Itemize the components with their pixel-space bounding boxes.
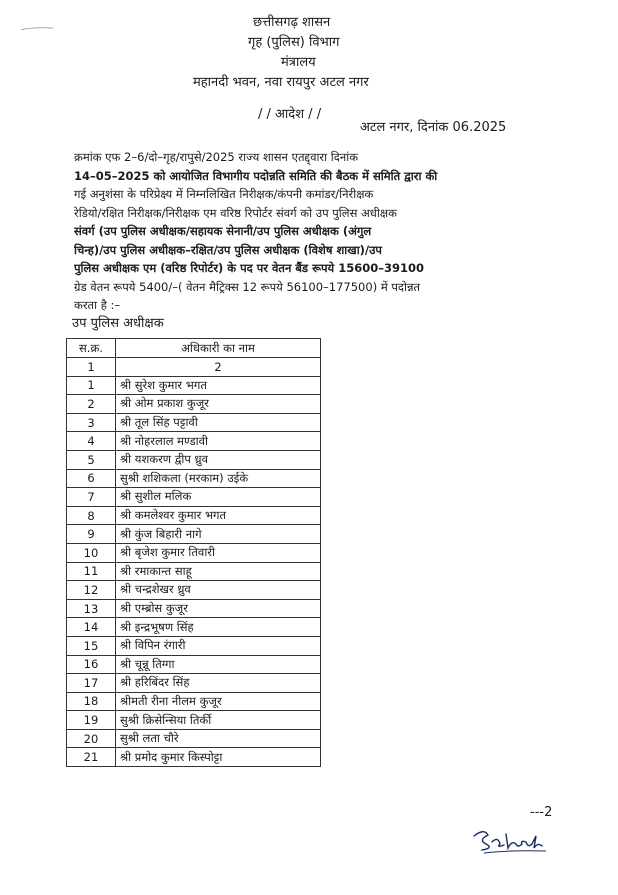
table-row bbox=[67, 581, 321, 600]
officer-name-cell: सुश्री क्रिसेन्सिया तिर्की bbox=[116, 711, 321, 730]
order-date: अटल नगर, दिनांक 06.2025 bbox=[360, 120, 507, 135]
officer-name-cell: श्री हरिबिंदर सिंह bbox=[116, 674, 321, 693]
officer-name-cell: श्री चून्नू तिग्गा bbox=[116, 655, 321, 674]
serial-number-cell: 19 bbox=[67, 711, 116, 730]
signature bbox=[470, 826, 550, 856]
table-index-row bbox=[67, 358, 321, 377]
table-row bbox=[67, 525, 321, 544]
table-row bbox=[67, 469, 321, 488]
serial-number-cell: 3 bbox=[67, 413, 116, 432]
paragraph-line: ग्रेड वेतन रूपये 5400/–( वेतन मैट्रिक्स 12 रूपये 56100–177500) में पदोन्नत bbox=[74, 279, 421, 294]
officer-name-cell: श्रीमती रीना नीलम कुजूर bbox=[116, 692, 321, 711]
paragraph-line: गई अनुशंसा के परिप्रेक्ष्य में निम्नलिखित निरीक्षक/कंपनी कमांडर/निरीक्षक bbox=[74, 187, 374, 201]
page-continuation: ---2 bbox=[530, 805, 553, 820]
order-title: / / आदेश / / bbox=[258, 107, 322, 122]
header-address: महानदी भवन, नवा रायपुर अटल नगर bbox=[193, 75, 369, 90]
paragraph-line: संवर्ग (उप पुलिस अधीक्षक/सहायक सेनानी/उप पुलिस अधीक्षक (अंगुल bbox=[74, 224, 372, 238]
serial-number-cell: 4 bbox=[67, 432, 116, 451]
table-row bbox=[67, 711, 321, 730]
table-row bbox=[67, 413, 321, 432]
table-row bbox=[67, 636, 321, 655]
index-cell: 2 bbox=[116, 358, 321, 377]
officer-name-cell: श्री ओम प्रकाश कुजूर bbox=[116, 395, 321, 414]
table-row bbox=[67, 488, 321, 507]
serial-number-cell: 16 bbox=[67, 655, 116, 674]
officer-name-cell: श्री यशकरण द्वीप ध्रुव bbox=[116, 450, 321, 469]
officer-name-cell: श्री इन्द्रभूषण सिंह bbox=[116, 618, 321, 637]
table-row bbox=[67, 506, 321, 525]
header-ministry: मंत्रालय bbox=[281, 55, 316, 70]
serial-number-cell: 7 bbox=[67, 488, 116, 507]
table-row bbox=[67, 450, 321, 469]
officer-name-cell: श्री बृजेश कुमार तिवारी bbox=[116, 543, 321, 562]
column-header-name: अधिकारी का नाम bbox=[116, 339, 321, 358]
officer-name-cell: श्री प्रमोद कुमार किस्पोट्टा bbox=[116, 748, 321, 767]
officer-name-cell: सुश्री शशिकला (मरकाम) उईके bbox=[116, 469, 321, 488]
serial-number-cell: 17 bbox=[67, 674, 116, 693]
serial-number-cell: 13 bbox=[67, 599, 116, 618]
serial-number-cell: 15 bbox=[67, 636, 116, 655]
table-row bbox=[67, 432, 321, 451]
table-header-row bbox=[67, 339, 321, 358]
serial-number-cell: 8 bbox=[67, 506, 116, 525]
officer-name-cell: श्री नोहरलाल मण्डावी bbox=[116, 432, 321, 451]
table-row bbox=[67, 729, 321, 748]
serial-number-cell: 18 bbox=[67, 692, 116, 711]
officer-name-cell: श्री एम्ब्रोस कुजूर bbox=[116, 599, 321, 618]
serial-number-cell: 5 bbox=[67, 450, 116, 469]
header-government: छत्तीसगढ़ शासन bbox=[253, 15, 331, 30]
serial-number-cell: 1 bbox=[67, 376, 116, 395]
officer-name-cell: श्री चन्द्रशेखर ध्रुव bbox=[116, 581, 321, 600]
section-title: उप पुलिस अधीक्षक bbox=[72, 316, 164, 331]
table-row bbox=[67, 618, 321, 637]
serial-number-cell: 2 bbox=[67, 395, 116, 414]
serial-number-cell: 21 bbox=[67, 748, 116, 767]
officer-name-cell: श्री सुशील मलिक bbox=[116, 488, 321, 507]
serial-number-cell: 9 bbox=[67, 525, 116, 544]
officer-name-cell: श्री कुंज बिहारी नागे bbox=[116, 525, 321, 544]
table-row bbox=[67, 395, 321, 414]
officer-name-cell: श्री सुरेश कुमार भगत bbox=[116, 376, 321, 395]
table-row bbox=[67, 748, 321, 767]
index-cell: 1 bbox=[67, 358, 116, 377]
paragraph-line: रेडियो/रक्षित निरीक्षक/निरीक्षक एम वरिष्ठ रिपोर्टर संवर्ग को उप पुलिस अधीक्षक bbox=[74, 205, 397, 220]
header-department: गृह (पुलिस) विभाग bbox=[248, 35, 340, 50]
officer-name-cell: सुश्री लता चौरे bbox=[116, 729, 321, 748]
officer-name-cell: श्री तूल सिंह पट्टावी bbox=[116, 413, 321, 432]
table-row bbox=[67, 674, 321, 693]
serial-number-cell: 6 bbox=[67, 469, 116, 488]
paragraph-line: 14–05–2025 को आयोजित विभागीय पदोन्नति समिति की बैठक में समिति द्वारा की bbox=[74, 168, 438, 183]
paragraph-line: करता है :– bbox=[74, 298, 121, 312]
paragraph-line: क्रमांक एफ 2–6/दो–गृह/रापुसे/2025 राज्य शासन एतद्द्वारा दिनांक bbox=[74, 150, 359, 164]
table-row bbox=[67, 376, 321, 395]
table-row bbox=[67, 655, 321, 674]
officer-name-cell: श्री कमलेश्वर कुमार भगत bbox=[116, 506, 321, 525]
pen-mark bbox=[20, 26, 54, 32]
order-paragraph bbox=[74, 148, 552, 315]
officer-name-cell: श्री विपिन रंगारी bbox=[116, 636, 321, 655]
officer-name-cell: श्री रमाकान्त साहू bbox=[116, 562, 321, 581]
serial-number-cell: 10 bbox=[67, 543, 116, 562]
table-row bbox=[67, 599, 321, 618]
serial-number-cell: 14 bbox=[67, 618, 116, 637]
column-header-serial: स.क्र. bbox=[67, 339, 116, 358]
paragraph-line: चिन्ह)/उप पुलिस अधीक्षक–रक्षित/उप पुलिस अधीक्षक (विशेष शाखा)/उप bbox=[74, 242, 382, 257]
paragraph-line: पुलिस अधीक्षक एम (वरिष्ठ रिपोर्टर) के पद पर वेतन बैंड रूपये 15600–39100 bbox=[74, 261, 424, 275]
promotion-table bbox=[66, 338, 321, 767]
serial-number-cell: 11 bbox=[67, 562, 116, 581]
table-row bbox=[67, 543, 321, 562]
table-row bbox=[67, 692, 321, 711]
table-row bbox=[67, 562, 321, 581]
serial-number-cell: 20 bbox=[67, 729, 116, 748]
serial-number-cell: 12 bbox=[67, 581, 116, 600]
